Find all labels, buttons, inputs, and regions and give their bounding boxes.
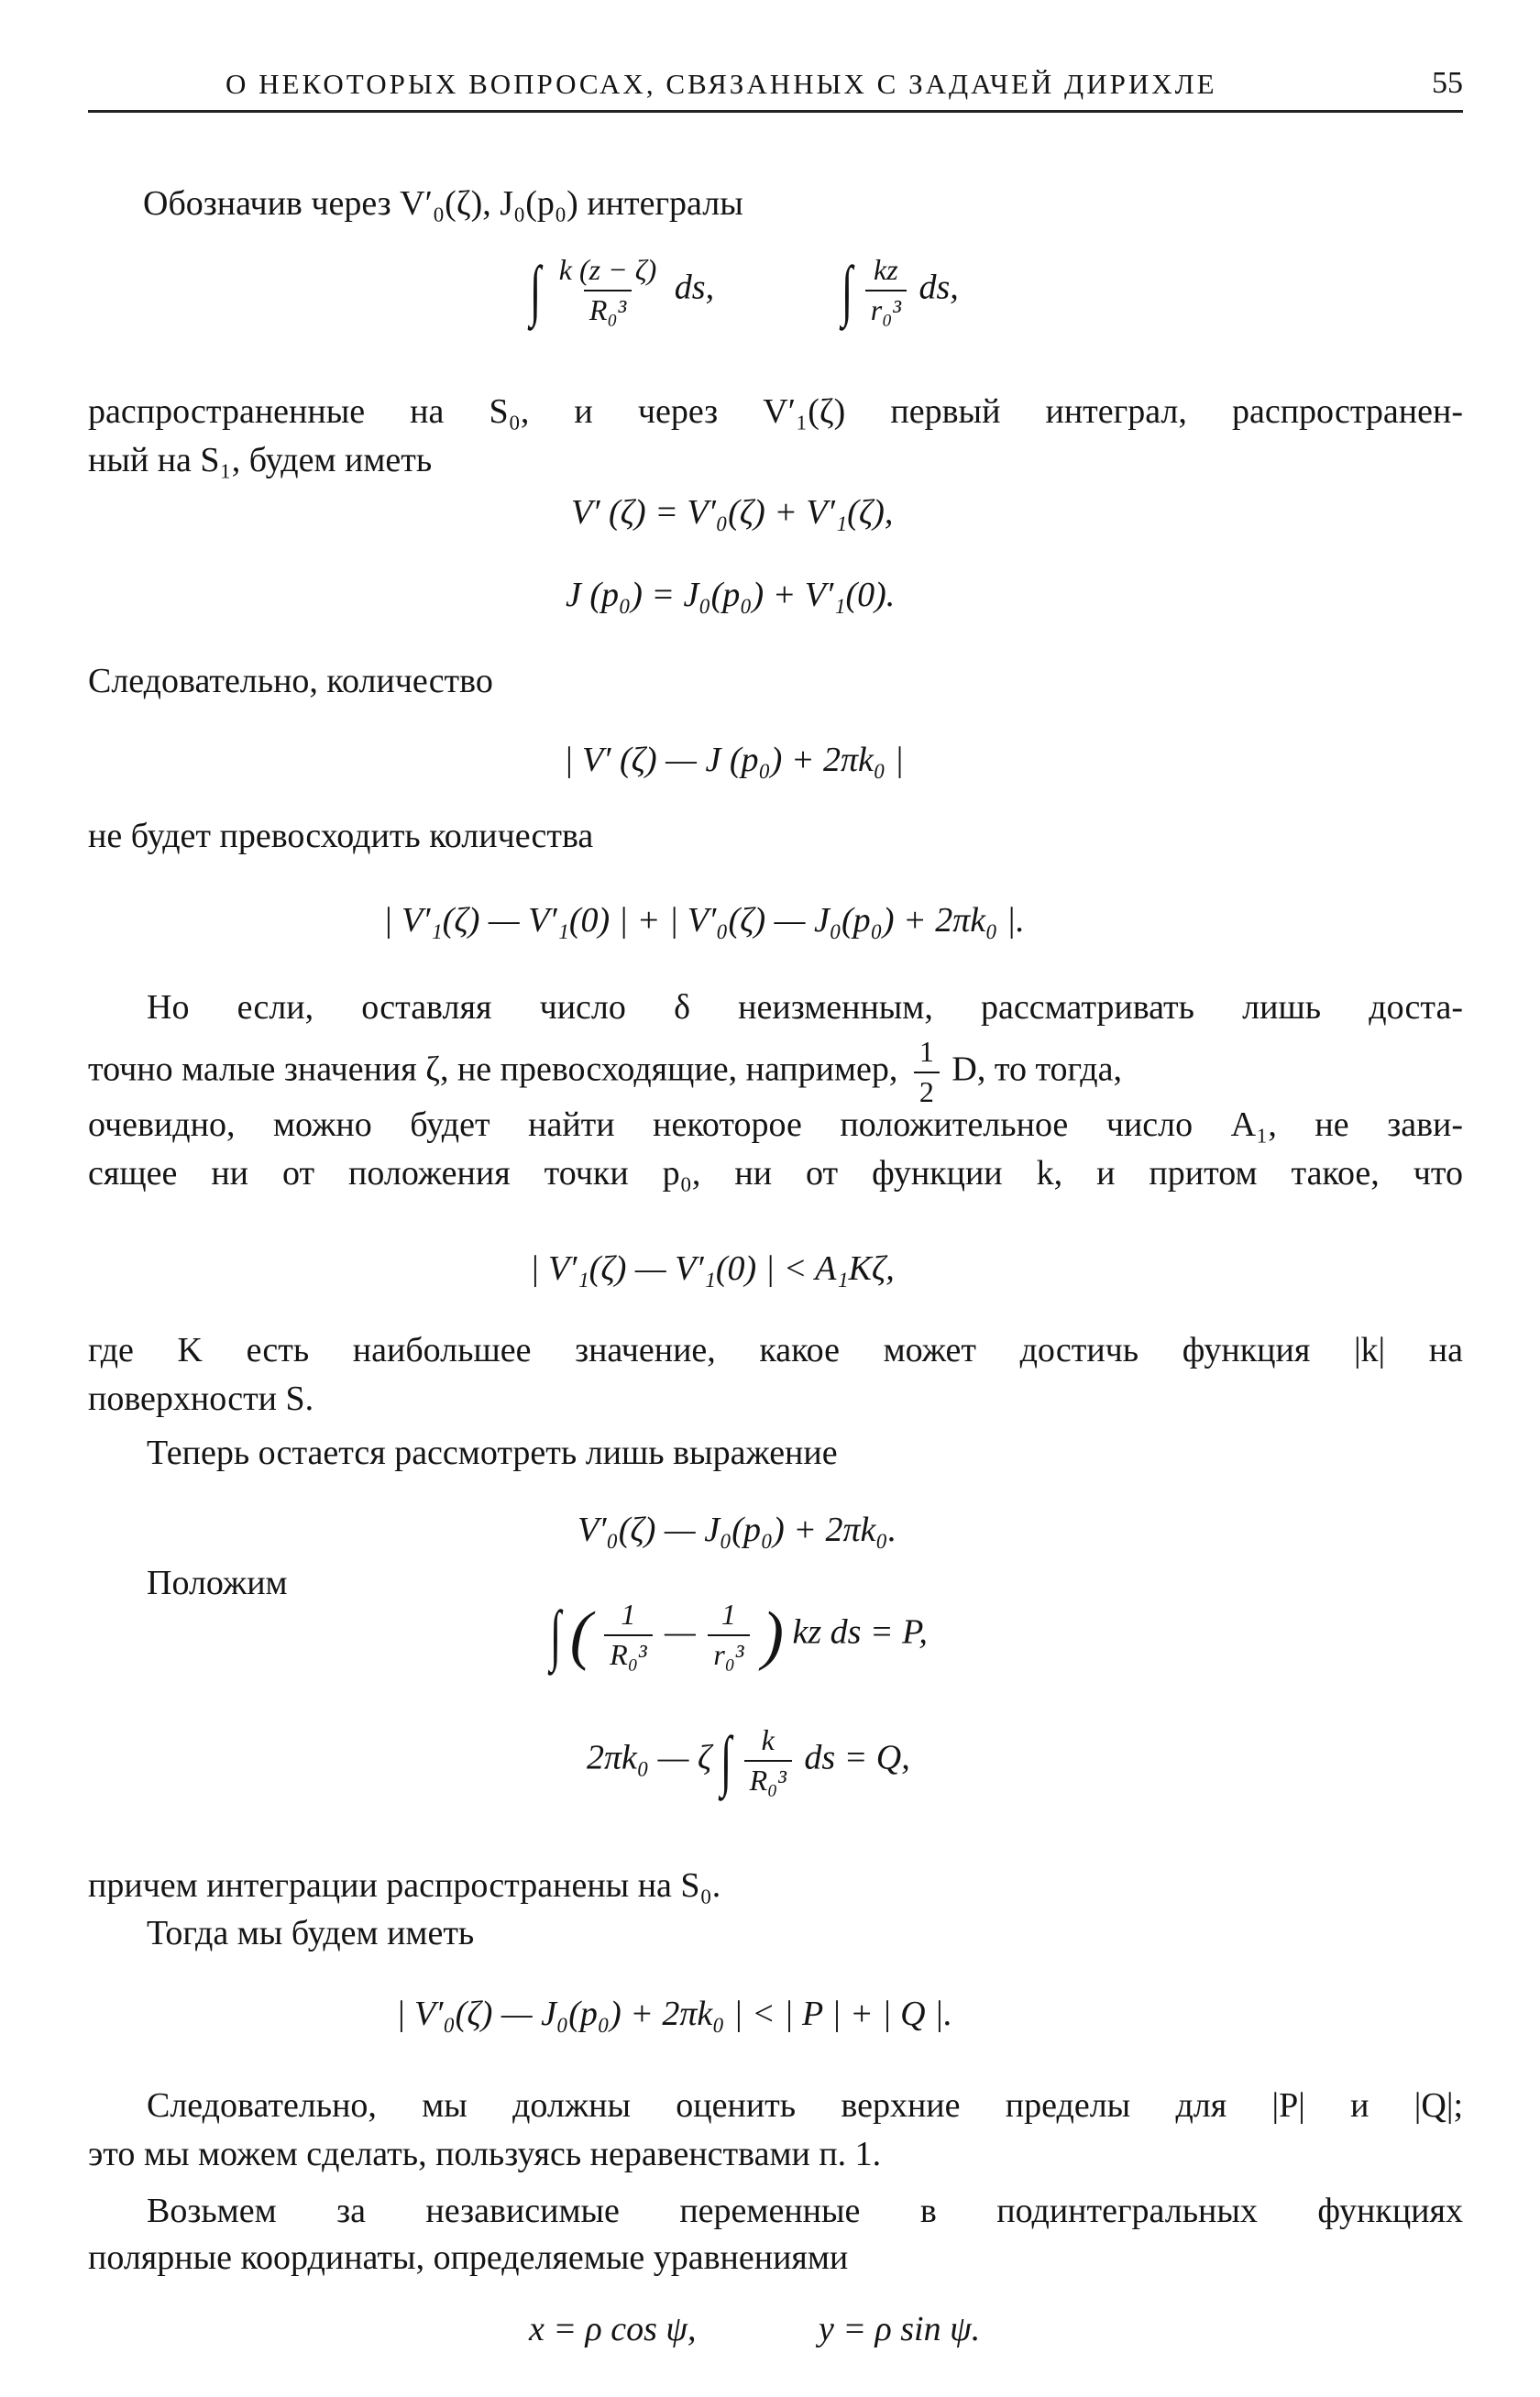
fraction-denominator: R₀³ [584,290,632,326]
formula-v-prime-sum: V′ (ζ) = V′₀(ζ) + V′₁(ζ), [571,493,894,532]
page-number: 55 [1432,66,1463,100]
text-line-3: ный на S₁, будем иметь [88,441,433,479]
text-line-8: очевидно, можно будет найти некоторое положительное число A₁, не зави- [88,1105,1463,1144]
fraction-numerator: kz [874,253,898,286]
text-line-1: Обозначив через V′₀(ζ), J₀(p₀) интегралы [143,184,743,223]
fraction-denominator: r₀³ [708,1634,749,1671]
fraction [744,1725,792,1796]
text-line-7-end: D, то тогда, [952,1050,1122,1089]
formula-definition-q [587,1722,910,1798]
formula-definition-p [550,1597,928,1673]
formula-head: 2πk₀ — ζ [587,1738,712,1777]
text-line-4: Следовательно, количество [88,662,493,700]
text-line-13: Положим [147,1564,288,1602]
fraction-numerator: 1 [720,1598,736,1631]
text-line-12: Теперь остается рассмотреть лишь выражение [147,1434,838,1472]
text-line-19: полярные координаты, определяемые уравнениями [88,2238,849,2277]
integral-sign: ∫ [550,1597,562,1673]
minus-sign: — [665,1612,696,1652]
formula-polar-y: y = ρ sin ψ. [819,2310,981,2348]
running-header [88,64,1463,113]
left-paren: ( [569,1598,592,1672]
text-line-10: где K есть наибольшее значение, какое может достичь функция |k| на [88,1331,1463,1369]
formula-final-inequality: | V′₀(ζ) — J₀(p₀) + 2πk₀ | < | P | + | Q |. [396,1995,952,2033]
text-line-14: причем интеграции распространены на S₀. [88,1866,721,1905]
formula-tail: ds, [918,268,959,307]
formula-bound-sum: | V′₁(ζ) — V′₁(0) | + | V′₀(ζ) — J₀(p₀) + 2πk₀ |. [383,901,1025,940]
fraction-numerator: k (z − ζ) [558,253,657,286]
text-line-11: поверхности S. [88,1380,314,1418]
formula-tail: ds, [674,268,715,307]
text-line-2: распространенные на S₀, и через V′₁(ζ) первый интеграл, распространен- [88,392,1463,431]
formula-tail: kz ds = P, [792,1612,928,1652]
formula-polar-x: x = ρ cos ψ, [529,2310,697,2348]
text-line-6: Но если, оставляя число δ неизменным, рассматривать лишь доста- [147,988,1463,1027]
text-line-18: Возьмем за независимые переменные в подинтегральных функциях [147,2192,1463,2230]
integral-sign: ∫ [842,252,853,328]
integral-sign: ∫ [530,252,542,328]
fraction-numerator: 1 [621,1598,636,1631]
fraction-numerator: k [761,1723,775,1756]
formula-expression: V′₀(ζ) — J₀(p₀) + 2πk₀. [578,1511,897,1549]
text-line-7 [88,1037,1463,1107]
fraction-one-half [914,1037,940,1107]
fraction [554,255,663,325]
text-line-17: это мы можем сделать, пользуясь неравенствами п. 1. [88,2135,882,2173]
text-line-16: Следовательно, мы должны оценить верхние пределы для |P| и |Q|; [147,2086,1463,2125]
fraction-numerator: 1 [918,1035,934,1068]
fraction [865,255,907,325]
fraction [708,1600,749,1670]
integral-sign: ∫ [720,1722,732,1798]
fraction-denominator: R₀³ [744,1760,792,1797]
text-line-5: не будет превосходить количества [88,817,594,855]
formula-inequality: | V′₁(ζ) — V′₁(0) | < A₁Kζ, [530,1249,895,1288]
formula-j-sum: J (p₀) = J₀(p₀) + V′₁(0). [566,576,896,614]
right-paren: ) [762,1598,784,1672]
text-line-7-start: точно малые значения ζ, не превосходящие, например, [88,1050,898,1089]
formula-tail: ds = Q, [804,1738,910,1777]
formula-integral-2 [842,252,959,328]
fraction-denominator: R₀³ [604,1634,652,1671]
fraction-denominator: r₀³ [865,290,907,326]
text-line-9: сящее ни от положения точки p₀, ни от функции k, и притом такое, что [88,1154,1463,1193]
running-title: О НЕКОТОРЫХ ВОПРОСАХ, СВЯЗАННЫХ С ЗАДАЧЕЙ ДИРИХЛЕ [226,68,1217,100]
formula-integral-1 [530,252,715,328]
formula-quantity: | V′ (ζ) — J (p₀) + 2πk₀ | [564,741,905,779]
text-line-15: Тогда мы будем иметь [147,1914,475,1952]
fraction-denominator: 2 [914,1072,940,1108]
fraction [604,1600,652,1670]
